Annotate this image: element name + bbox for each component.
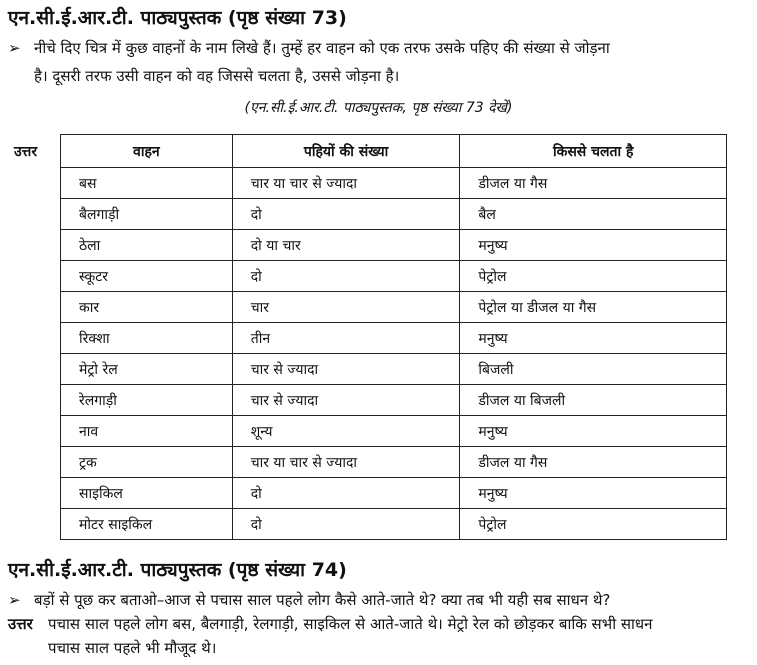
cell-wheels: चार या चार से ज्यादा xyxy=(232,168,460,199)
cell-powered-by: डीजल या गैस xyxy=(460,447,727,478)
cell-vehicle: बैलगाड़ी xyxy=(61,199,233,230)
table-header-row xyxy=(61,135,727,168)
cell-vehicle: बस xyxy=(61,168,233,199)
section1-question xyxy=(8,34,610,90)
cell-vehicle: मेट्रो रेल xyxy=(61,354,233,385)
cell-powered-by: पेट्रोल xyxy=(460,261,727,292)
header-vehicle: वाहन xyxy=(61,135,233,168)
cell-powered-by: बैल xyxy=(460,199,727,230)
cell-wheels: दो xyxy=(232,199,460,230)
cell-vehicle: ट्रक xyxy=(61,447,233,478)
table-row xyxy=(61,385,727,416)
cell-vehicle: रिक्शा xyxy=(61,323,233,354)
table-row xyxy=(61,230,727,261)
vehicle-table xyxy=(60,134,727,540)
bullet-arrow-icon: ➢ xyxy=(8,39,21,57)
table-row xyxy=(61,478,727,509)
answer-line-2: पचास साल पहले भी मौजूद थे। xyxy=(48,639,217,657)
cell-wheels: चार से ज्यादा xyxy=(232,385,460,416)
header-powered-by: किससे चलता है xyxy=(460,135,727,168)
cell-vehicle: मोटर साइकिल xyxy=(61,509,233,540)
cell-powered-by: बिजली xyxy=(460,354,727,385)
answer-label: उत्तर xyxy=(14,144,38,160)
cell-wheels: तीन xyxy=(232,323,460,354)
table-row xyxy=(61,416,727,447)
cell-powered-by: पेट्रोल xyxy=(460,509,727,540)
cell-powered-by: मनुष्य xyxy=(460,230,727,261)
cell-vehicle: रेलगाड़ी xyxy=(61,385,233,416)
cell-powered-by: मनुष्य xyxy=(460,478,727,509)
cell-powered-by: मनुष्य xyxy=(460,416,727,447)
answer-line-1: पचास साल पहले लोग बस, बैलगाड़ी, रेलगाड़ी, साइकिल से आते-जाते थे। मेट्रो रेल को छोड़कर बाकि सभी साधन xyxy=(48,615,653,633)
table-row xyxy=(61,261,727,292)
table-row xyxy=(61,292,727,323)
table-row xyxy=(61,354,727,385)
question-text: बड़ों से पूछ कर बताओ–आज से पचास साल पहले लोग कैसे आते-जाते थे? क्या तब भी यही सब साधन थे? xyxy=(34,591,611,609)
question-line-1: नीचे दिए चित्र में कुछ वाहनों के नाम लिखे हैं। तुम्हें हर वाहन को एक तरफ उसके पहिए की संख्या से जोड़ना xyxy=(34,39,610,57)
section1-heading: एन.सी.ई.आर.टी. पाठ्यपुस्तक (पृष्ठ संख्या 73) xyxy=(8,7,347,29)
section2-answer xyxy=(8,612,652,660)
question-line-2: है। दूसरी तरफ उसी वाहन को वह जिससे चलता है, उससे जोड़ना है। xyxy=(34,67,400,85)
cell-wheels: दो xyxy=(232,261,460,292)
table-row xyxy=(61,447,727,478)
cell-powered-by: मनुष्य xyxy=(460,323,727,354)
cell-wheels: चार से ज्यादा xyxy=(232,354,460,385)
section2-heading: एन.सी.ई.आर.टी. पाठ्यपुस्तक (पृष्ठ संख्या 74) xyxy=(8,559,347,581)
cell-wheels: दो xyxy=(232,509,460,540)
header-wheels: पहियों की संख्या xyxy=(232,135,460,168)
cell-vehicle: साइकिल xyxy=(61,478,233,509)
cell-wheels: शून्य xyxy=(232,416,460,447)
answer-label: उत्तर xyxy=(8,615,33,633)
table-row xyxy=(61,199,727,230)
bullet-arrow-icon: ➢ xyxy=(8,591,21,609)
section2-question xyxy=(8,586,610,614)
cell-wheels: दो xyxy=(232,478,460,509)
cell-vehicle: कार xyxy=(61,292,233,323)
cell-vehicle: स्कूटर xyxy=(61,261,233,292)
cell-wheels: दो या चार xyxy=(232,230,460,261)
textbook-reference: (एन.सी.ई.आर.टी. पाठ्यपुस्तक, पृष्ठ संख्या 73 देखें) xyxy=(244,100,513,116)
table-row xyxy=(61,168,727,199)
cell-vehicle: नाव xyxy=(61,416,233,447)
cell-wheels: चार या चार से ज्यादा xyxy=(232,447,460,478)
cell-wheels: चार xyxy=(232,292,460,323)
table-row xyxy=(61,323,727,354)
cell-powered-by: पेट्रोल या डीजल या गैस xyxy=(460,292,727,323)
cell-powered-by: डीजल या गैस xyxy=(460,168,727,199)
table-row xyxy=(61,509,727,540)
cell-vehicle: ठेला xyxy=(61,230,233,261)
cell-powered-by: डीजल या बिजली xyxy=(460,385,727,416)
